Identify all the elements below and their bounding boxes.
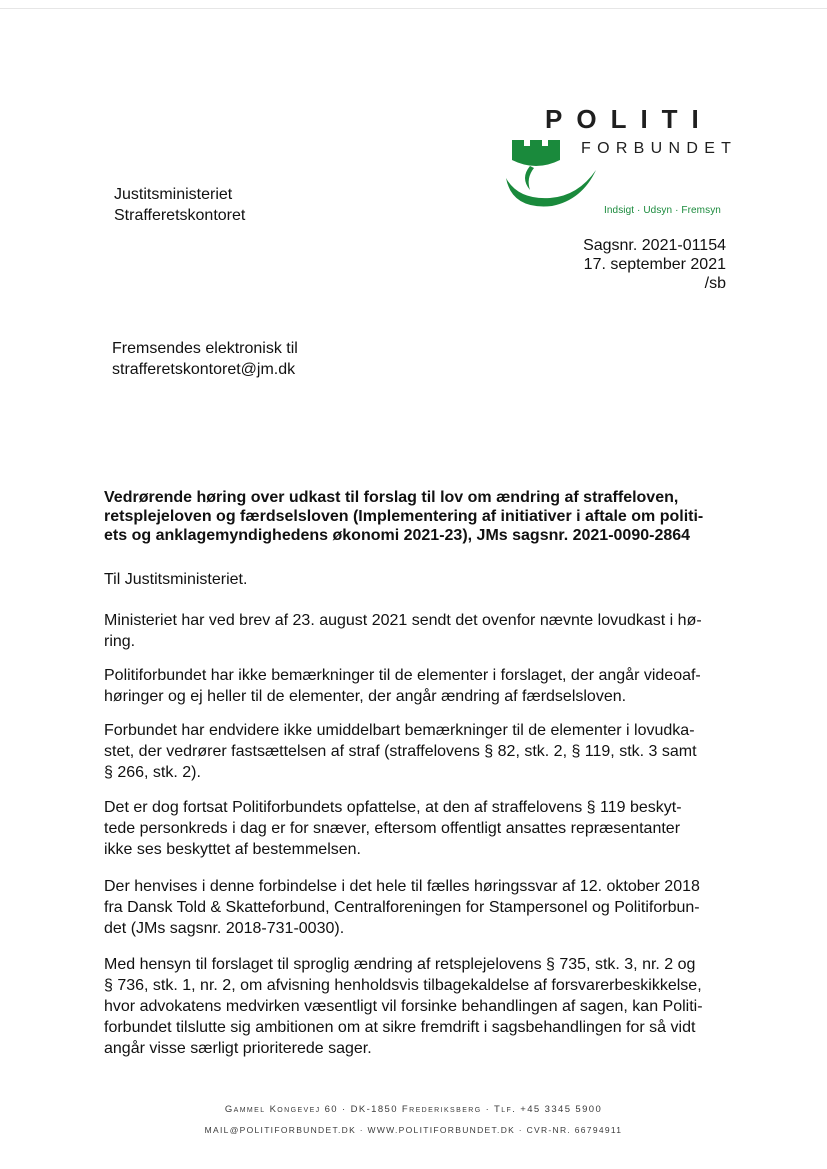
delivery-line: Fremsendes elektronisk til xyxy=(112,340,298,357)
paragraph-line: § 266, stk. 2). xyxy=(104,764,201,781)
footer-contact: MAIL@POLITIFORBUNDET.DK · WWW.POLITIFORBUNDET.DK · CVR-NR. 66794911 xyxy=(204,1125,623,1135)
paragraph-1 xyxy=(104,610,734,652)
recipient-line: Strafferetskontoret xyxy=(114,207,246,224)
delivery-email: strafferetskontoret@jm.dk xyxy=(112,361,296,378)
paragraph-line: høringer og ej heller til de elementer, der angår ændring af færdselsloven. xyxy=(104,688,627,705)
paragraph-line: stet, der vedrører fastsættelsen af straf (straffelovens § 82, stk. 2, § 119, stk. 3 samt xyxy=(104,743,697,760)
paragraph-line: fra Dansk Told & Skatteforbund, Centralforeningen for Stampersonel og Politiforbun- xyxy=(104,899,700,916)
paragraph-line: det (JMs sagsnr. 2018-731-0030). xyxy=(104,920,345,937)
paragraph-3 xyxy=(104,720,734,783)
paragraph-line: Med hensyn til forslaget til sproglig ændring af retsplejelovens § 735, stk. 3, nr. 2 og xyxy=(104,956,696,973)
delivery-note xyxy=(112,338,298,380)
paragraph-line: forbundet tilslutte sig ambitionen om at sikre fremdrift i sagsbehandlingen for så vidt xyxy=(104,1019,696,1036)
paragraph-line: hvor advokatens medvirken væsentligt vil forsinke behandlingen af sagen, kan Politi- xyxy=(104,998,703,1015)
subject-line: retsplejeloven og færdselsloven (Implementering af initiativer i aftale om politi- xyxy=(104,508,704,525)
recipient-line: Justitsministeriet xyxy=(114,186,233,203)
paragraph-4 xyxy=(104,797,734,860)
paragraph-line: angår visse særligt prioriterede sager. xyxy=(104,1040,372,1057)
letter-subject xyxy=(104,488,724,545)
subject-line: ets og anklagemyndighedens økonomi 2021-23), JMs sagsnr. 2021-0090-2864 xyxy=(104,527,691,544)
paragraph-6 xyxy=(104,954,734,1059)
logo-tagline: Indsigt · Udsyn · Fremsyn xyxy=(604,205,721,216)
logo-subtitle: FORBUNDET xyxy=(581,140,738,157)
reference-block xyxy=(583,236,726,293)
footer-address: Gammel Kongevej 60 · DK-1850 Frederiksberg · Tlf. +45 3345 5900 xyxy=(224,1104,603,1115)
case-number: Sagsnr. 2021-01154 xyxy=(583,237,726,254)
page-top-border xyxy=(0,8,827,9)
paragraph-line: ring. xyxy=(104,633,136,650)
paragraph-line: Der henvises i denne forbindelse i det hele til fælles høringssvar af 12. oktober 2018 xyxy=(104,878,700,895)
paragraph-line: tede personkreds i dag er for snæver, eftersom offentligt ansattes repræsentanter xyxy=(104,820,681,837)
paragraph-2 xyxy=(104,665,734,707)
initials: /sb xyxy=(704,275,726,292)
recipient-address xyxy=(114,184,245,226)
paragraph-line: Ministeriet har ved brev af 23. august 2021 sendt det ovenfor nævnte lovudkast i hø- xyxy=(104,612,702,629)
salutation xyxy=(104,569,734,590)
paragraph-5 xyxy=(104,876,734,939)
letter-date: 17. september 2021 xyxy=(583,256,726,273)
paragraph-line: Politiforbundet har ikke bemærkninger til de elementer i forslaget, der angår videoaf- xyxy=(104,667,701,684)
paragraph-line: § 736, stk. 1, nr. 2, om afvisning henholdsvis tilbagekaldelse af forsvarerbeskikkelse, xyxy=(104,977,702,994)
paragraph-line: Det er dog fortsat Politiforbundets opfattelse, at den af straffelovens § 119 beskyt- xyxy=(104,799,682,816)
subject-line: Vedrørende høring over udkast til forslag til lov om ændring af straffeloven, xyxy=(104,489,679,506)
paragraph-line: ikke ses beskyttet af bestemmelsen. xyxy=(104,841,361,858)
salutation-text: Til Justitsministeriet. xyxy=(104,571,248,588)
logo-wordmark: POLITI xyxy=(545,104,713,134)
paragraph-line: Forbundet har endvidere ikke umiddelbart bemærkninger til de elementer i lovudka- xyxy=(104,722,695,739)
logo-emblem-icon xyxy=(504,138,600,214)
